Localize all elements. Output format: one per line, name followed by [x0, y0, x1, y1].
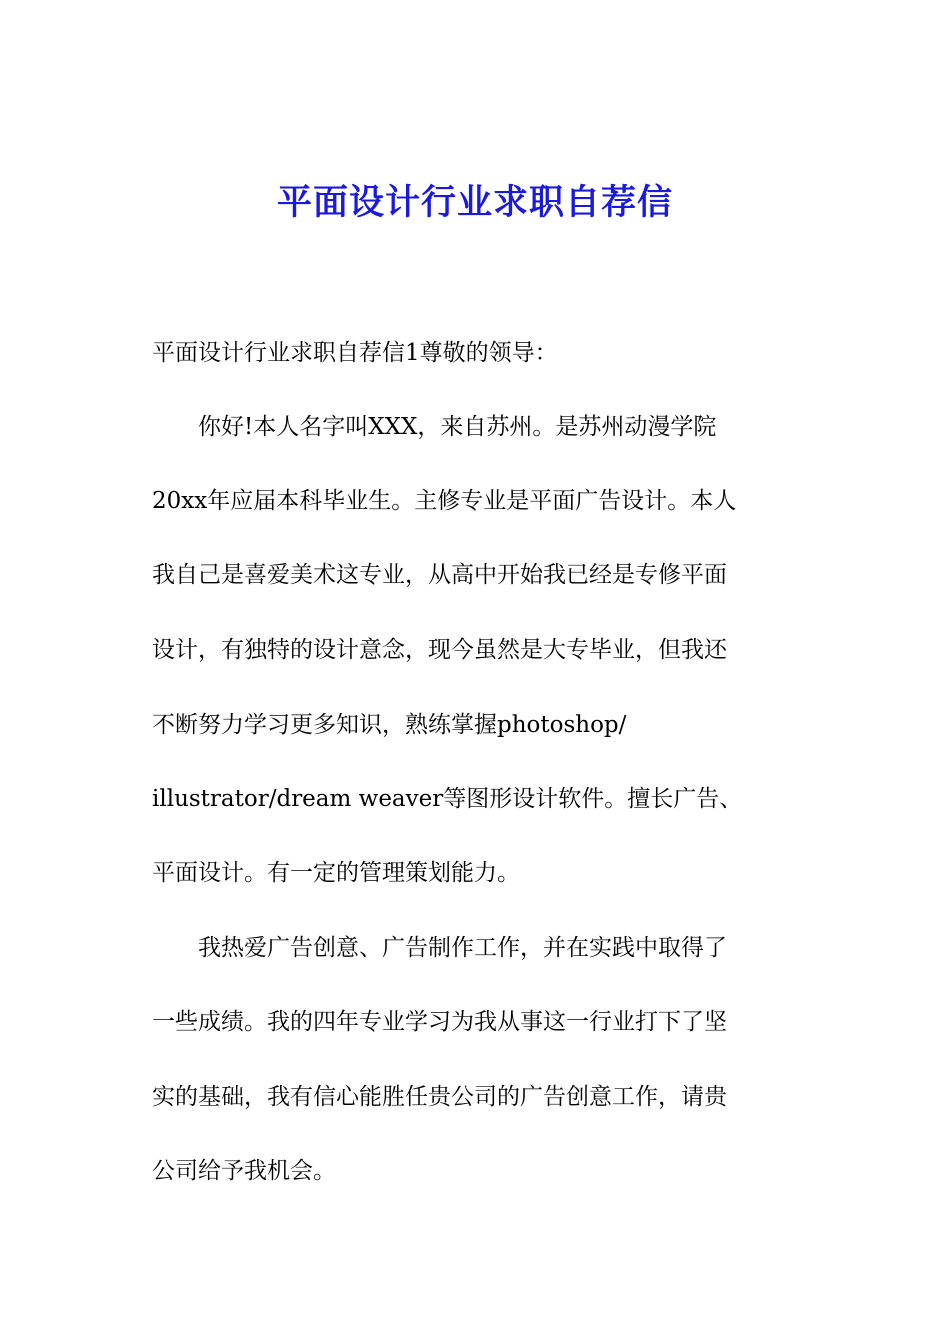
body-line: 20xx年应届本科毕业生。主修专业是平面广告设计。本人 [152, 488, 737, 514]
body-line: illustrator/dream weaver等图形设计软件。擅长广告、 [152, 786, 743, 812]
body-line: 我热爱广告创意、广告制作工作，并在实践中取得了 [152, 935, 727, 961]
body-line: 你好!本人名字叫XXX，来自苏州。是苏州动漫学院 [152, 414, 717, 440]
body-line: 一些成绩。我的四年专业学习为我从事这一行业打下了坚 [152, 1009, 727, 1035]
salutation-line: 平面设计行业求职自荐信1尊敬的领导： [152, 340, 558, 366]
body-line: 设计，有独特的设计意念，现今虽然是大专毕业，但我还 [152, 637, 727, 663]
body-line: 不断努力学习更多知识，熟练掌握photoshop/ [152, 712, 627, 738]
body-line: 平面设计。有一定的管理策划能力。 [152, 860, 520, 886]
body-line: 公司给予我机会。 [152, 1158, 336, 1184]
document-title: 平面设计行业求职自荐信 [276, 182, 673, 223]
body-line: 我自己是喜爱美术这专业，从高中开始我已经是专修平面 [152, 562, 727, 588]
body-line: 实的基础，我有信心能胜任贵公司的广告创意工作，请贵 [152, 1084, 727, 1110]
